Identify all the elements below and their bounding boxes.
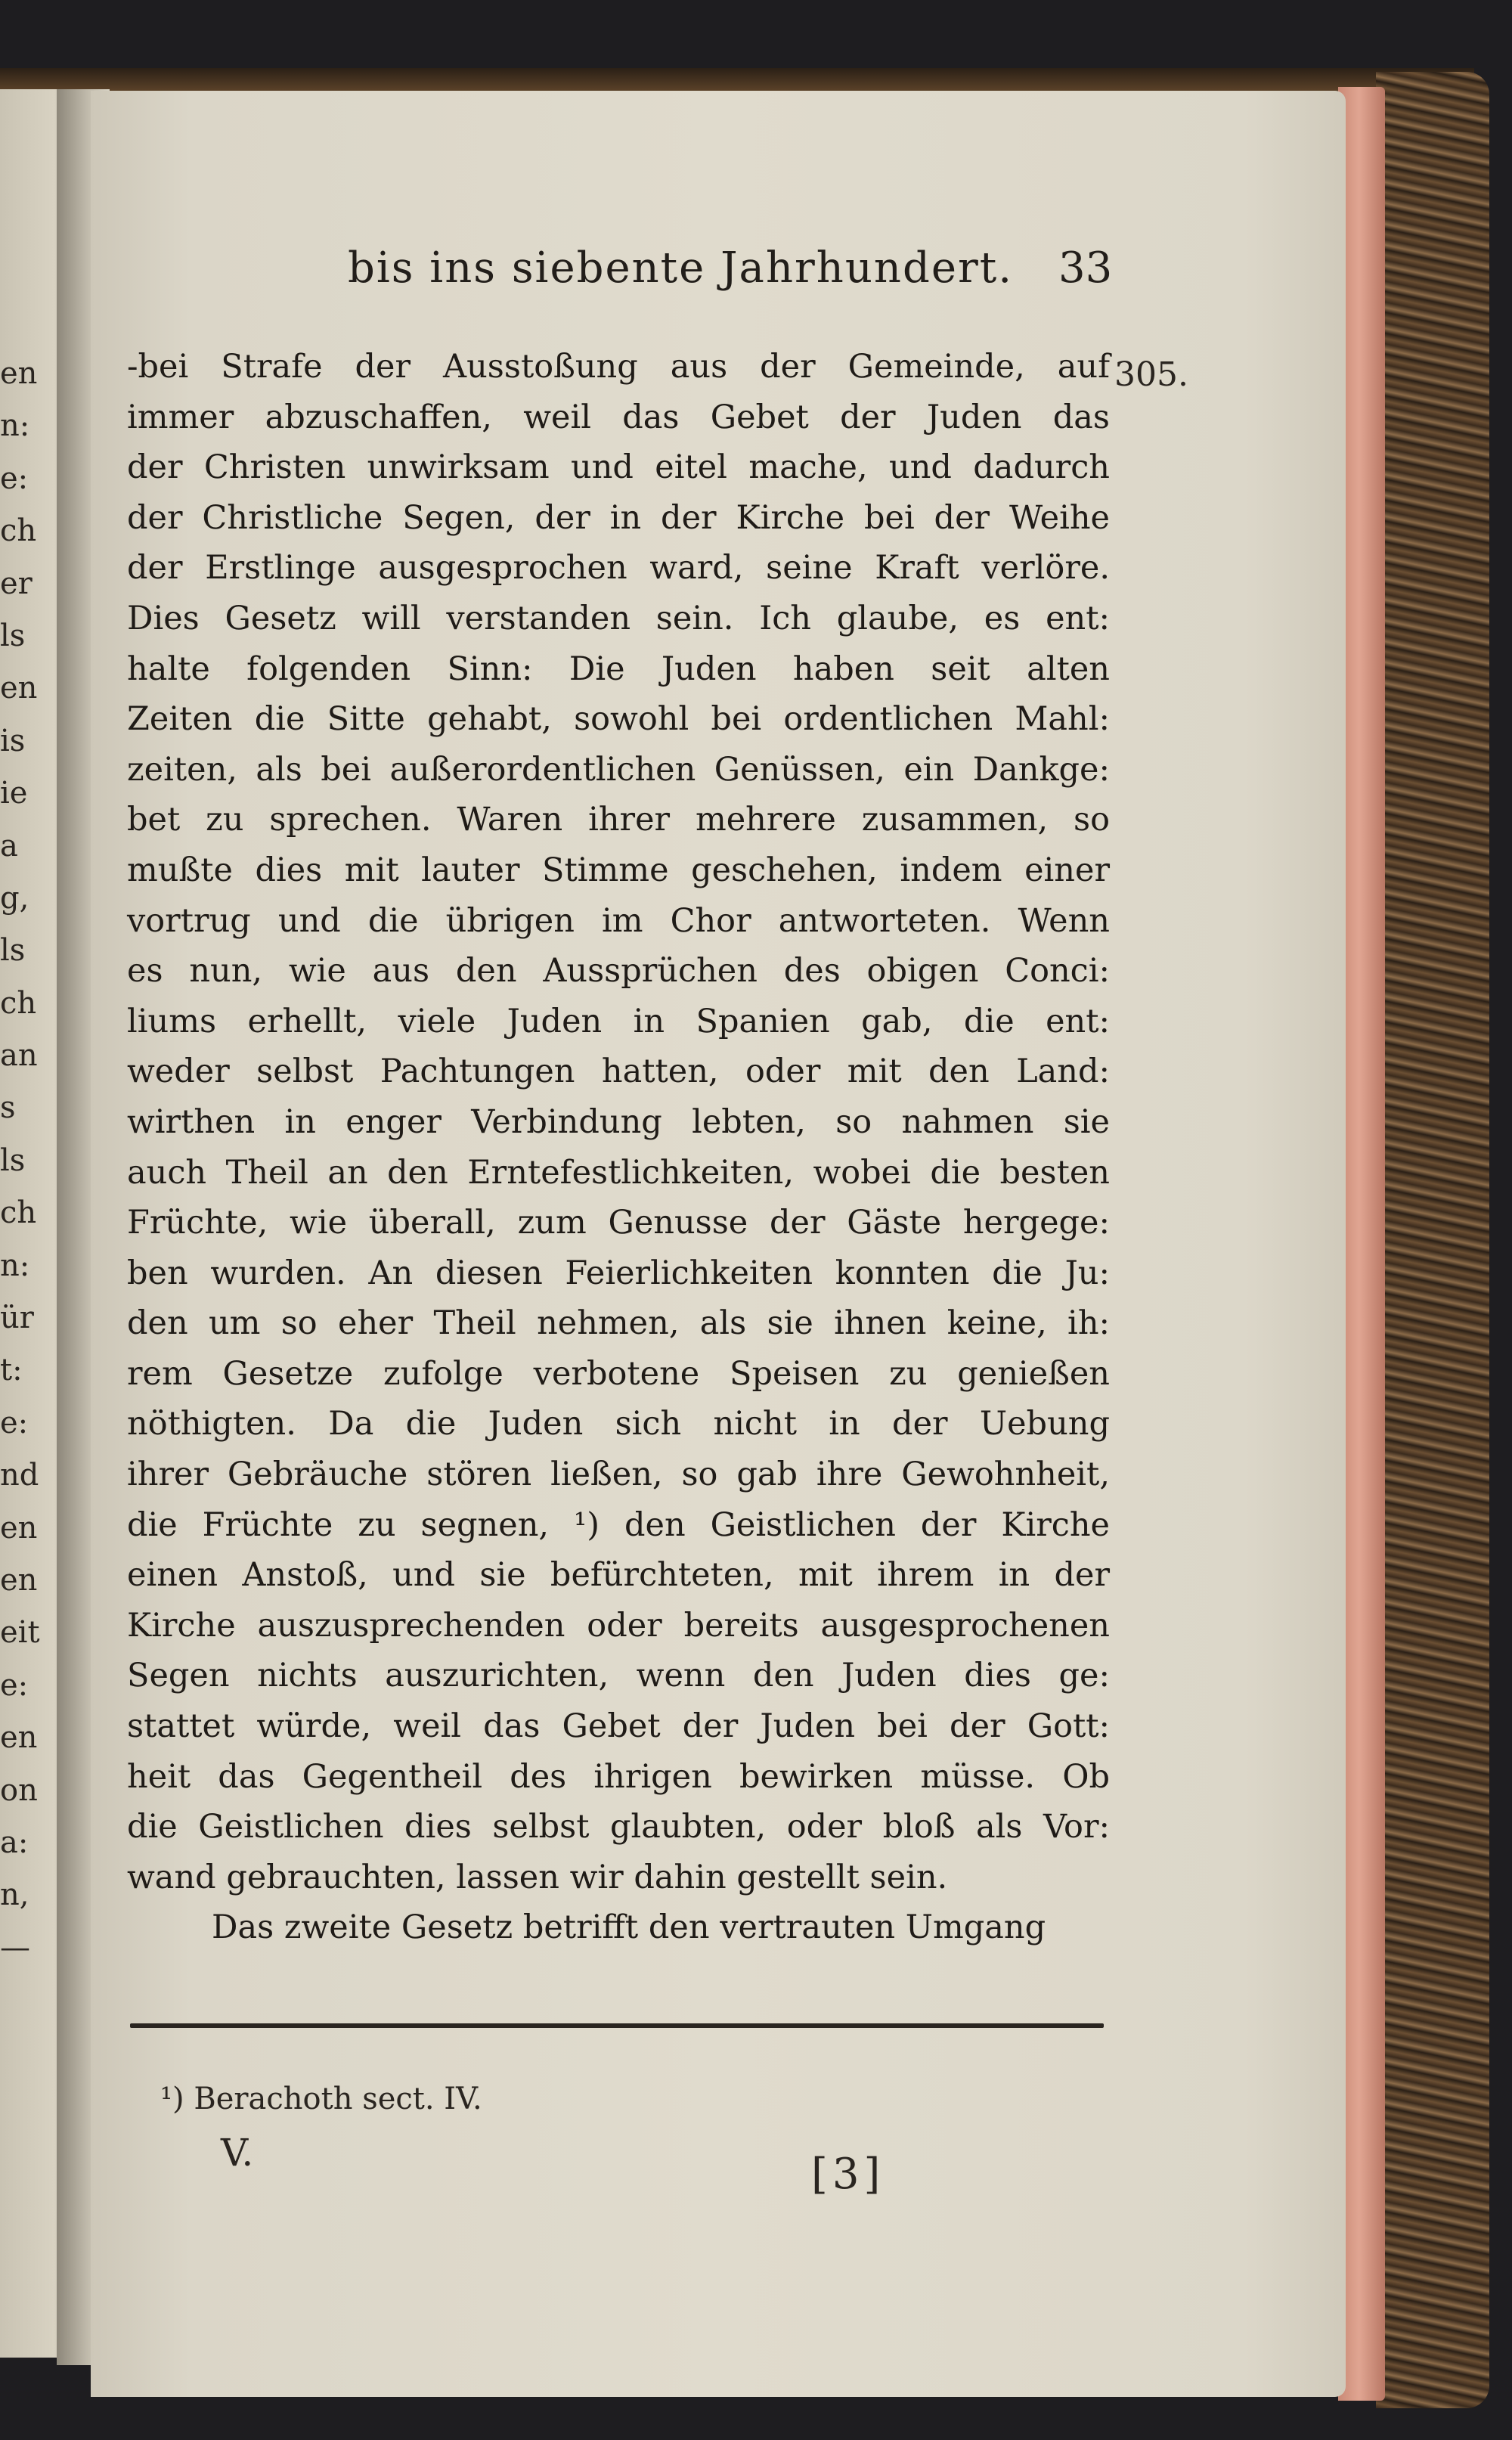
left-page-fragment: e: <box>0 460 29 496</box>
left-page-fragment: en <box>0 356 38 391</box>
left-page-fragment: ch <box>0 1195 37 1231</box>
text-line: weder selbst Pachtungen hatten, oder mit den Land: <box>127 1053 1110 1091</box>
left-page-fragment: s <box>0 1090 16 1126</box>
text-line: den um so eher Theil nehmen, als sie ihnen keine, ih: <box>127 1304 1110 1343</box>
left-page-text-fragments <box>0 348 45 1974</box>
text-line: liums erhellt, viele Juden in Spanien gab, die ent: <box>127 1002 1110 1040</box>
text-line: bet zu sprechen. Waren ihrer mehrere zusammen, so <box>127 801 1110 839</box>
text-line: halte folgenden Sinn: Die Juden haben seit alten <box>127 650 1110 688</box>
left-page-fragment: ie <box>0 776 28 811</box>
text-line: rem Gesetze zufolge verbotene Speisen zu genießen <box>127 1354 1110 1393</box>
text-line: Das zweite Gesetz betrifft den vertrauten Umgang <box>212 1908 1046 1947</box>
left-page-fragment: ch <box>0 513 37 549</box>
text-line: einen Anstoß, und sie befürchteten, mit ihrem in der <box>127 1556 1110 1595</box>
running-head: bis ins siebente Jahrhundert. <box>348 243 1014 293</box>
left-page-fragment: ls <box>0 618 26 653</box>
text-line: ben wurden. An diesen Feierlichkeiten konnten die Ju: <box>127 1254 1110 1292</box>
left-page-fragment: eit <box>0 1615 40 1651</box>
body-text <box>127 342 1110 1953</box>
left-page-fragment: a <box>0 828 18 863</box>
signature-mark: V. <box>221 2131 254 2175</box>
text-line: wand gebrauchten, lassen wir dahin gestellt sein. <box>127 1858 948 1896</box>
margin-page-reference: 305. <box>1114 355 1188 394</box>
left-page-fragment: on <box>0 1772 38 1808</box>
left-page-fragment: n: <box>0 1248 30 1283</box>
left-page-fragment: en <box>0 1720 38 1756</box>
text-line: mußte dies mit lauter Stimme geschehen, indem einer <box>127 851 1110 889</box>
text-line: -bei Strafe der Ausstoßung aus der Gemeinde, auf <box>127 348 1110 386</box>
left-page-fragment: t: <box>0 1353 23 1388</box>
text-line: vortrug und die übrigen im Chor antworteten. Wenn <box>127 901 1110 940</box>
left-page-fragment: en <box>0 1562 38 1598</box>
text-line: die Geistlichen dies selbst glaubten, oder bloß als Vor: <box>127 1808 1110 1846</box>
text-line: zeiten, als bei außerordentlichen Genüssen, ein Dankge: <box>127 750 1110 789</box>
text-line: ihrer Gebräuche stören ließen, so gab ihre Gewohnheit, <box>127 1456 1110 1494</box>
left-page-fragment: e: <box>0 1405 29 1440</box>
text-line: immer abzuschaffen, weil das Gebet der Juden das <box>127 398 1110 436</box>
text-line: Dies Gesetz will verstanden sein. Ich glaube, es ent: <box>127 599 1110 637</box>
left-page-fragment: n: <box>0 408 30 444</box>
book-cover-right <box>1376 72 1489 2408</box>
left-page-fragment: en <box>0 671 38 706</box>
left-page-fragment: e: <box>0 1667 29 1703</box>
left-page-fragment: — <box>0 1930 30 1965</box>
text-line: auch Theil an den Erntefestlichkeiten, wobei die besten <box>127 1153 1110 1192</box>
left-page-fragment: an <box>0 1038 38 1074</box>
left-page-fragment: a: <box>0 1825 29 1860</box>
left-page-fragment: ls <box>0 933 26 969</box>
left-page-fragment: en <box>0 1510 38 1546</box>
left-page-fragment: nd <box>0 1458 39 1493</box>
text-line: die Früchte zu segnen, ¹) den Geistlichen der Kirche <box>127 1505 1110 1544</box>
text-line: der Christen unwirksam und eitel mache, und dadurch <box>127 448 1110 487</box>
sheet-mark: [3] <box>811 2150 885 2199</box>
left-page-fragment: g, <box>0 880 29 916</box>
text-line: stattet würde, weil das Gebet der Juden bei der Gott: <box>127 1707 1110 1746</box>
text-line: Segen nichts auszurichten, wenn den Juden dies ge: <box>127 1657 1110 1695</box>
footnote: ¹) Berachoth sect. IV. <box>160 2082 482 2116</box>
text-line: der Erstlinge ausgesprochen ward, seine Kraft verlöre. <box>127 549 1110 588</box>
text-line: Zeiten die Sitte gehabt, sowohl bei ordentlichen Mahl: <box>127 700 1110 739</box>
left-page-fragment: is <box>0 723 26 758</box>
left-page-fragment: ch <box>0 985 37 1021</box>
text-line: heit das Gegentheil des ihrigen bewirken müsse. Ob <box>127 1757 1110 1796</box>
left-page-fragment: er <box>0 566 33 601</box>
text-line: Kirche auszusprechenden oder bereits ausgesprochenen <box>127 1606 1110 1645</box>
left-page-fragment: ür <box>0 1301 34 1336</box>
text-line: der Christliche Segen, der in der Kirche bei der Weihe <box>127 498 1110 537</box>
left-page-fragment: ls <box>0 1142 26 1178</box>
left-page-fragment: n, <box>0 1877 29 1913</box>
text-line: nöthigten. Da die Juden sich nicht in der Uebung <box>127 1405 1110 1443</box>
page-number: 33 <box>1058 243 1113 293</box>
footnote-rule <box>130 2023 1104 2028</box>
text-line: wirthen in enger Verbindung lebten, so nahmen sie <box>127 1102 1110 1141</box>
text-line: es nun, wie aus den Aussprüchen des obigen Conci: <box>127 952 1110 991</box>
text-line: Früchte, wie überall, zum Genusse der Gäste hergege: <box>127 1204 1110 1242</box>
